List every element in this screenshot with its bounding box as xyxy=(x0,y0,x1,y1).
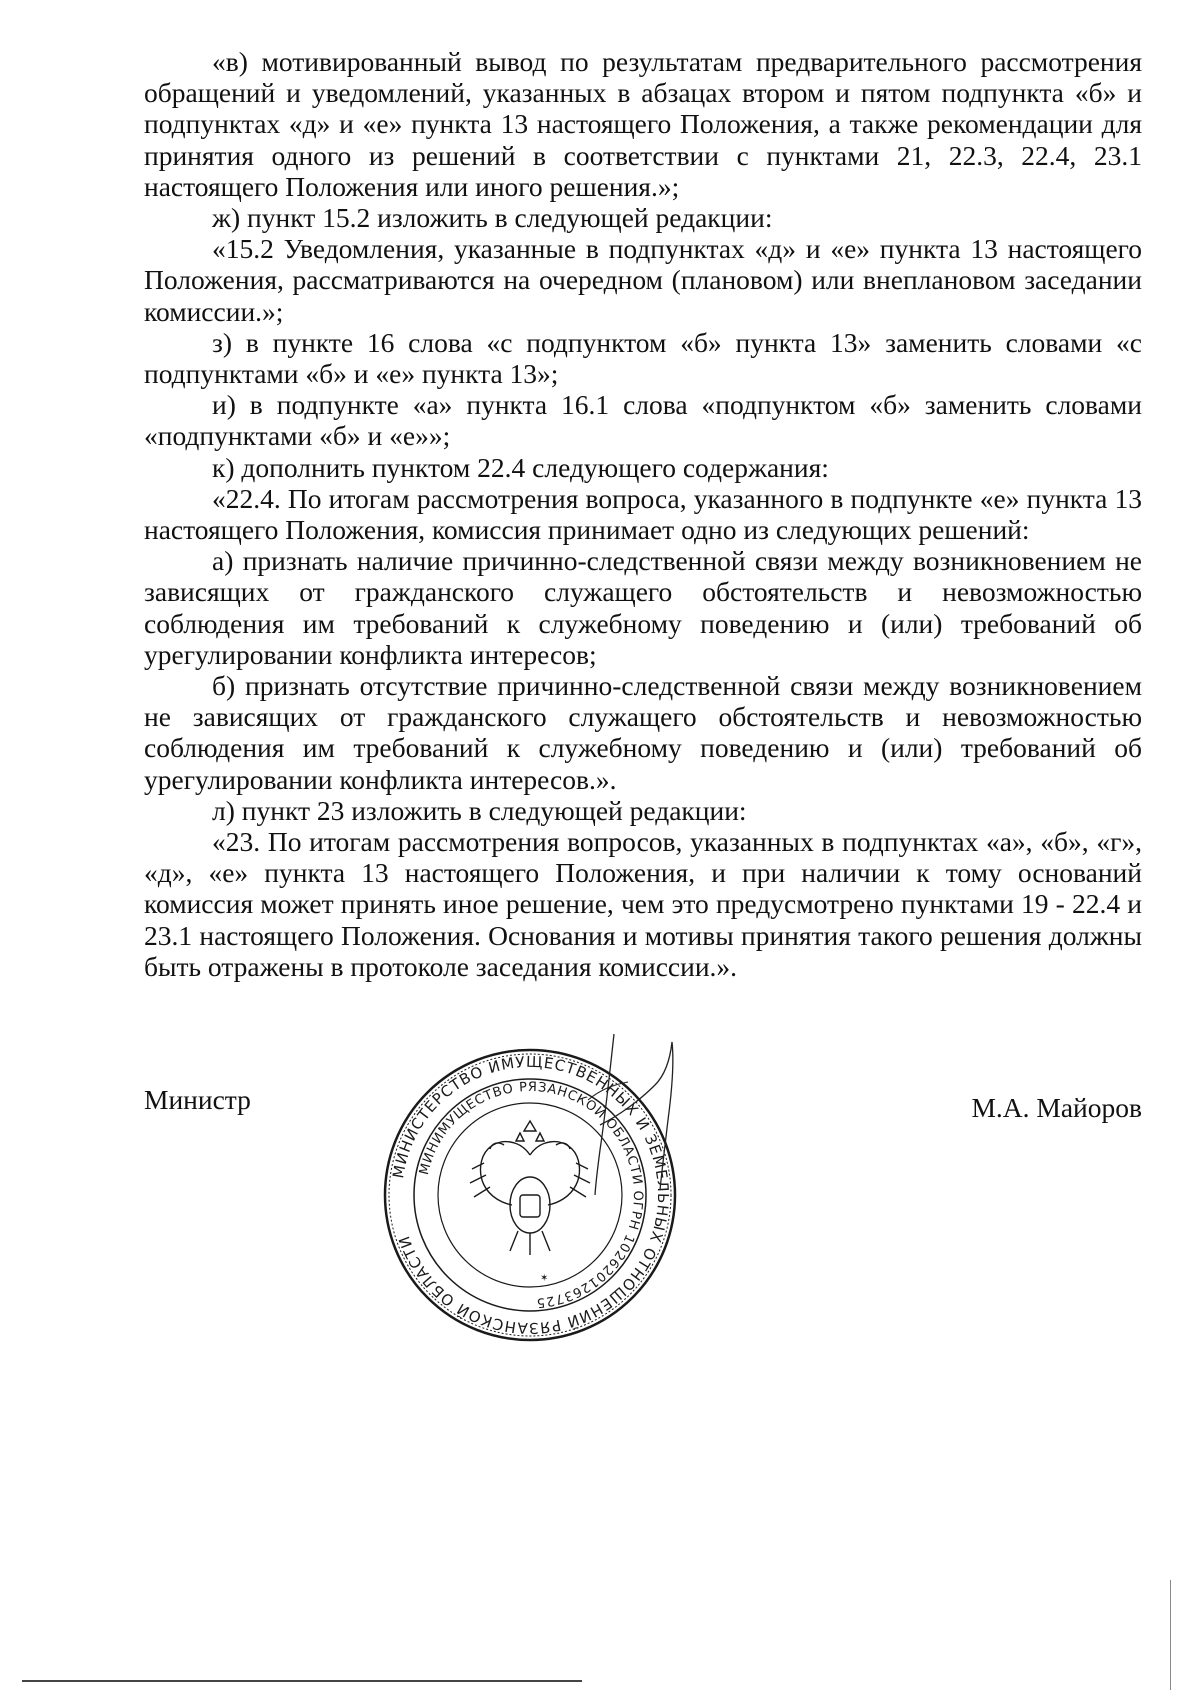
document-body xyxy=(144,46,1142,982)
paragraph-22-4: «22.4. По итогам рассмотрения вопроса, указанного в подпункте «е» пункта 13 настоящего Положения, комиссия принимает одно из следующих решений: xyxy=(144,482,1142,546)
paragraph-l: л) пункт 23 изложить в следующей редакции: xyxy=(212,794,747,826)
paragraph-zh: ж) пункт 15.2 изложить в следующей редакции: xyxy=(212,202,773,234)
signer-name: М.А. Майоров xyxy=(971,1092,1142,1123)
paragraph-i: и) в подпункте «а» пункта 16.1 слова «подпунктом «б» заменить словами «подпунктами «б» и «е»»; xyxy=(144,389,1142,452)
paragraph-a: а) признать наличие причинно-следственной связи между возникновением не зависящих от гражданского служащего обстоятельств и невозможностью соблюдения им требований к служебному поведению и (или) требований об урегулировании конфликта интересов; xyxy=(144,545,1142,670)
paragraph-v: «в) мотивированный вывод по результатам предварительного рассмотрения обращений и уведомлений, указанных в абзацах втором и пятом подпункта «б» и подпунктах «д» и «е» пункта 13 настоящего Положения, а также рекомендации для принятия одного из решений в соответствии с пунктами 21, 22.3, 22.4, 23.1 настоящего Положения или иного решения.»; xyxy=(144,46,1142,202)
position-title: Министр xyxy=(144,1084,251,1115)
paragraph-b: б) признать отсутствие причинно-следственной связи между возникновением не зависящих от гражданского служащего обстоятельств и невозможностью соблюдения им требований к служебному поведению и (или) требований об урегулировании конфликта интересов.». xyxy=(144,670,1142,795)
scan-edge-line xyxy=(1170,1580,1171,1690)
bottom-rule xyxy=(22,1680,582,1682)
svg-text:✶: ✶ xyxy=(540,1273,549,1284)
paragraph-k: к) дополнить пунктом 22.4 следующего содержания: xyxy=(212,451,829,483)
paragraph-23: «23. По итогам рассмотрения вопросов, указанных в подпунктах «а», «б», «г», «д», «е» пункта 13 настоящего Положения, и при наличии к тому оснований комиссия может принять иное решение, чем это предусмотрено пунктами 19 - 22.4 и 23.1 настоящего Положения. Основания и мотивы принятия такого решения должны быть отражены в протоколе заседания комиссии.». xyxy=(144,826,1142,982)
seal-outer-text: МИНИСТЕРСТВО ИМУЩЕСТВЕННЫХ И ЗЕМЕЛЬНЫХ ОТНОШЕНИЙ РЯЗАНСКОЙ ОБЛАСТИ xyxy=(389,1052,673,1338)
seal-inner-text: МИНИМУЩЕСТВО РЯЗАНСКОЙ ОБЛАСТИ ОГРН 1026201263725 xyxy=(417,1079,646,1310)
paragraph-z: з) в пункте 16 слова «с подпунктом «б» пункта 13» заменить словами «с подпунктами «б» и «е» пункта 13»; xyxy=(144,326,1142,390)
paragraph-15-2: «15.2 Уведомления, указанные в подпунктах «д» и «е» пункта 13 настоящего Положения, рассматриваются на очередном (плановом) или внеплановом заседании комиссии.»; xyxy=(144,233,1142,327)
handwritten-signature xyxy=(570,1030,700,1200)
